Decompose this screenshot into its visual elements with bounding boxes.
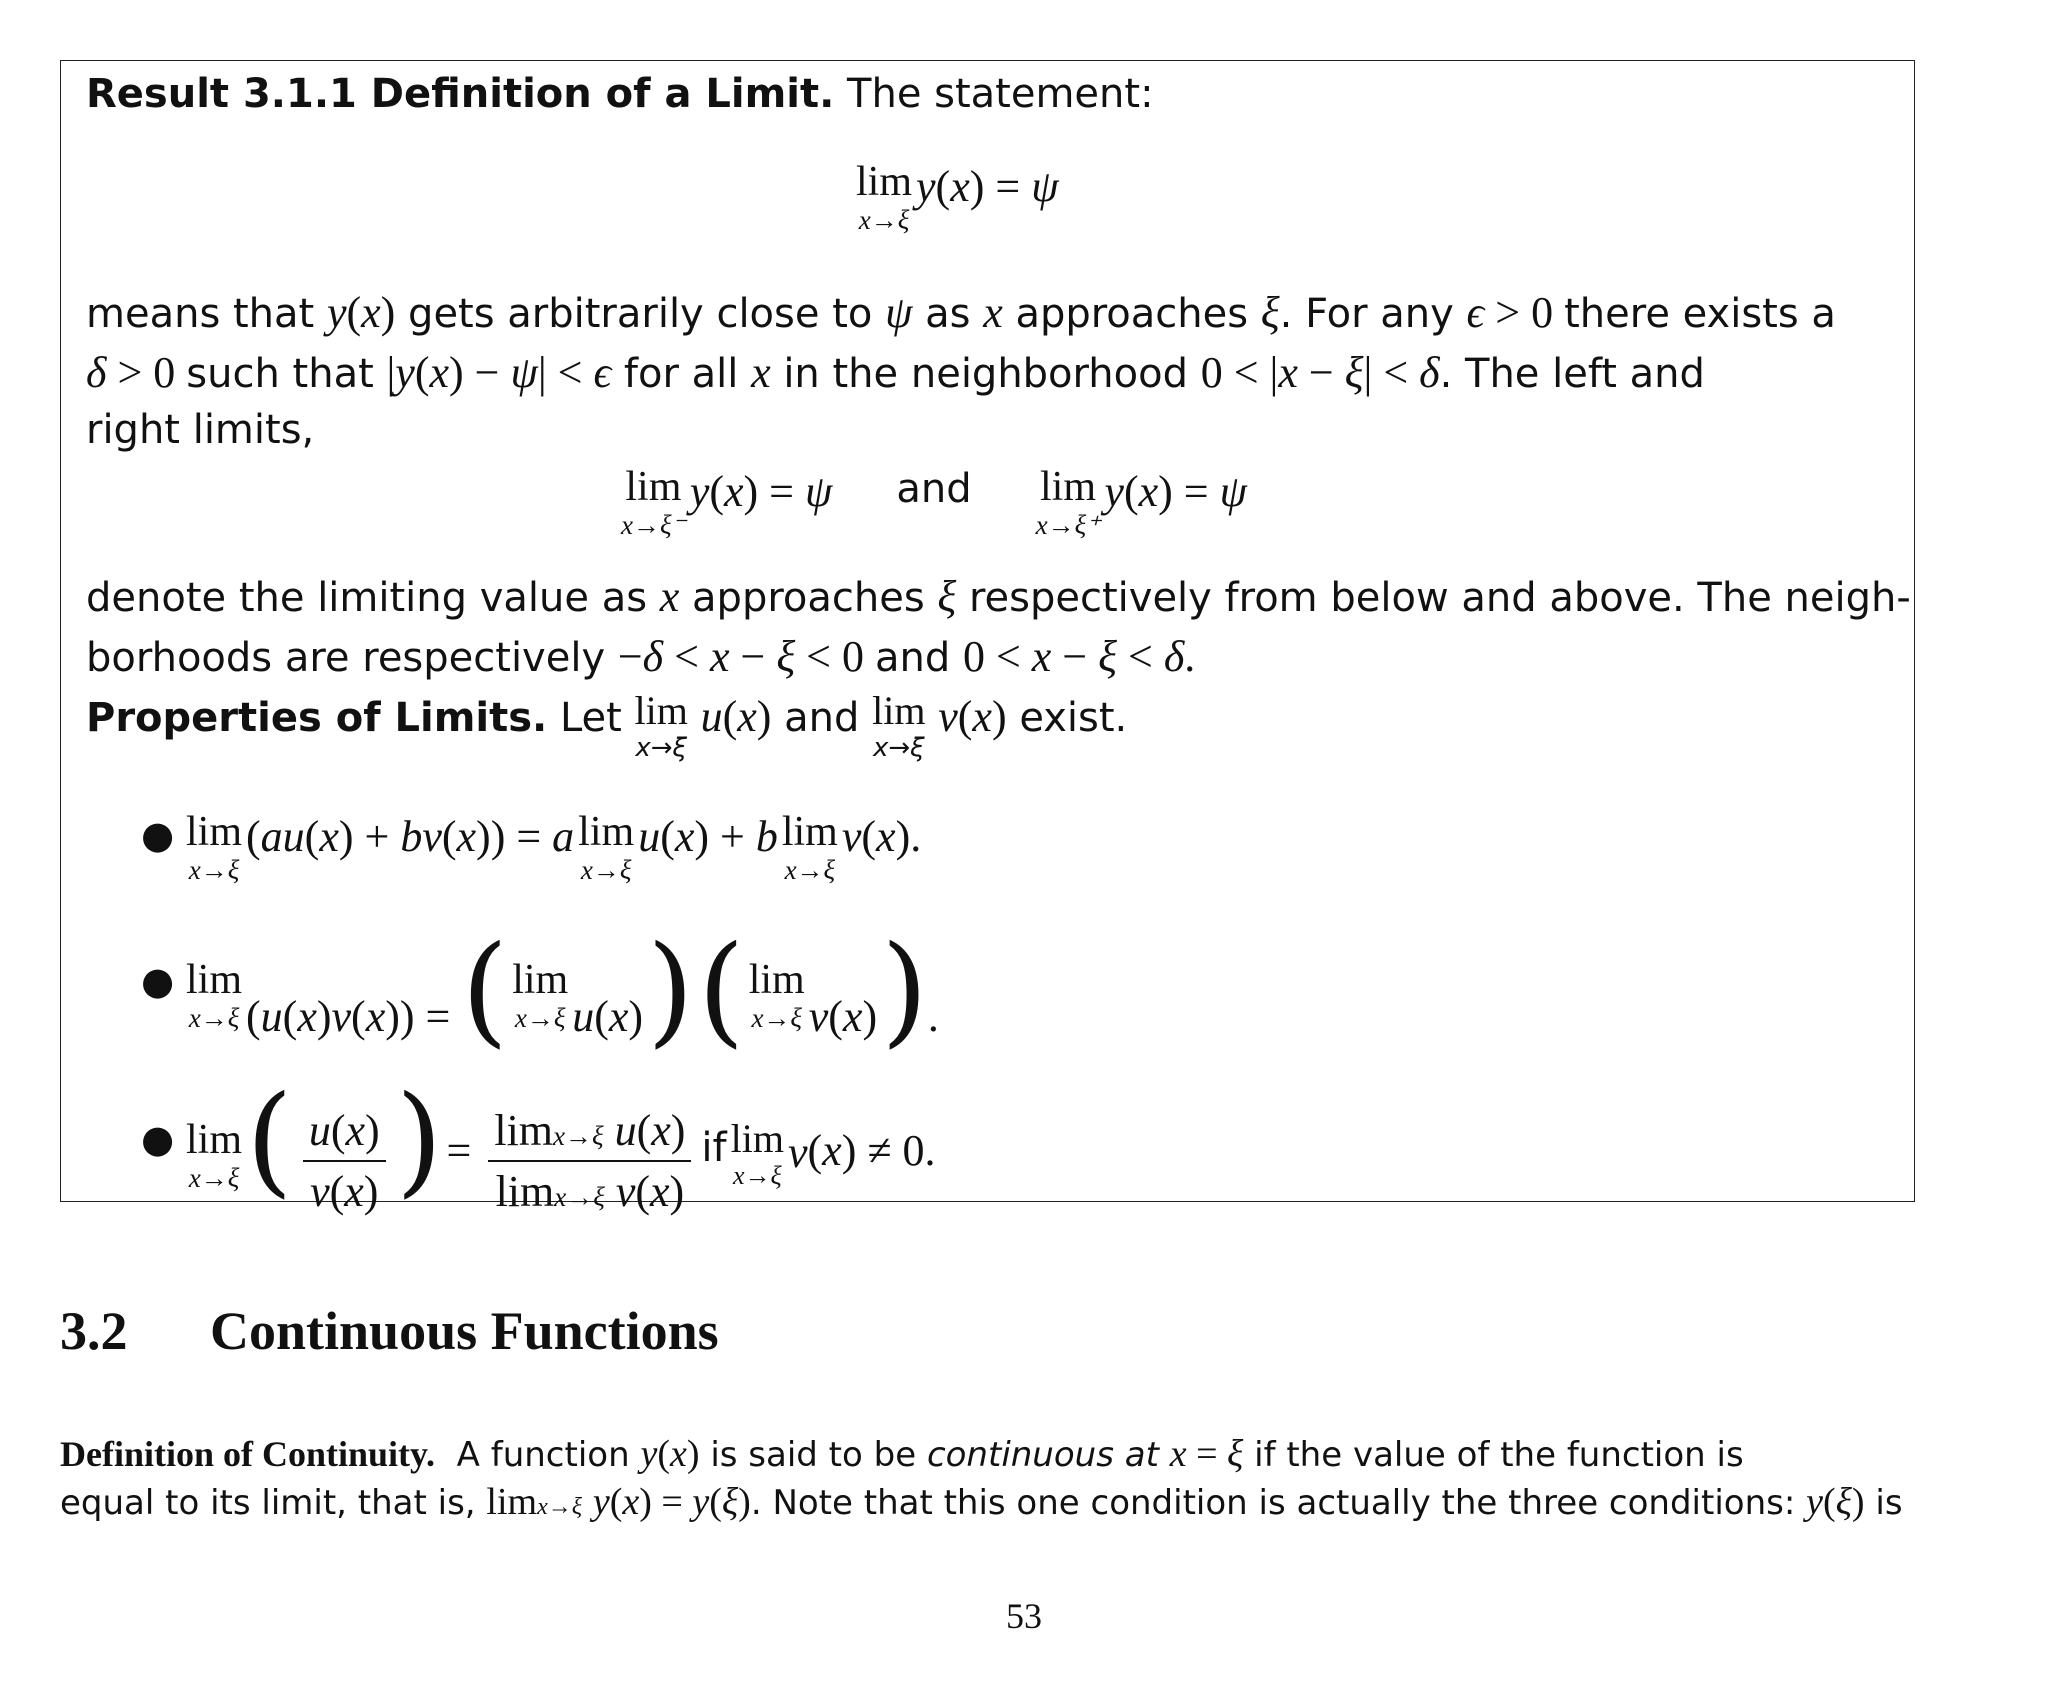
para-line-1: means that y(x) gets arbitrarily close to ψ as x approaches ξ. For any ϵ > 0 there exists a	[86, 288, 1836, 337]
para-line-4: denote the limiting value as x approaches ξ respectively from below and above. The neigh-	[86, 572, 1911, 621]
section-number: 3.2	[60, 1301, 128, 1361]
definition-title: Definition of Continuity.	[60, 1434, 436, 1474]
properties-title: Properties of Limits.	[86, 695, 548, 741]
para-line-3: right limits,	[86, 407, 315, 453]
result-intro: The statement:	[847, 71, 1154, 117]
property-product: lim x→ξ (u(x)v(x)) = ( lim x→ξ u(x) ) ( lim x→ξ v(x) ).	[186, 921, 939, 1060]
bullet-icon: ●	[141, 959, 175, 1003]
para-line-2: δ > 0 such that |y(x) − ψ| < ϵ for all x in the neighborhood 0 < |x − ξ| < δ. The left and	[86, 348, 1705, 397]
display-one-sided-limits: lim x→ξ⁻ y(x) = ψ and lim x→ξ⁺ y(x) = ψ	[621, 464, 1247, 540]
section-title: Continuous Functions	[210, 1301, 719, 1361]
continuity-line-1: Definition of Continuity. A function y(x) is said to be continuous at x = ξ if the value of the function is	[60, 1433, 1744, 1475]
property-quotient: lim x→ξ ( $\frac{u(x)}{v(x)}$ ) = $\frac{\text{limx→ξ u(x)}}{\text{limx→ξ v(x)}}$ if lim x→ξ v(x) ≠ 0.	[186, 1071, 936, 1217]
bullet-icon: ●	[141, 813, 175, 857]
continuity-line-2: equal to its limit, that is, limx→ξ y(x) = y(ξ). Note that this one condition is actually the three conditions: y(ξ) is	[60, 1481, 1903, 1523]
result-box	[60, 60, 1915, 1217]
section-heading	[60, 1300, 719, 1362]
page-number: 53	[1006, 1596, 1042, 1636]
property-sum: lim x→ξ (au(x) + bv(x)) = a lim x→ξ u(x) + b lim x→ξ v(x).	[186, 809, 922, 885]
para-line-5: borhoods are respectively −δ < x − ξ < 0 and 0 < x − ξ < δ.	[86, 632, 1196, 681]
result-title-line	[86, 71, 1154, 117]
bullet-icon: ●	[141, 1117, 175, 1161]
result-title: Result 3.1.1 Definition of a Limit.	[86, 71, 835, 117]
display-limit: lim x→ξ y(x) = ψ	[856, 159, 1059, 235]
properties-line: Properties of Limits. Let lim x→ξ u(x) and lim x→ξ v(x) exist.	[86, 688, 1128, 763]
